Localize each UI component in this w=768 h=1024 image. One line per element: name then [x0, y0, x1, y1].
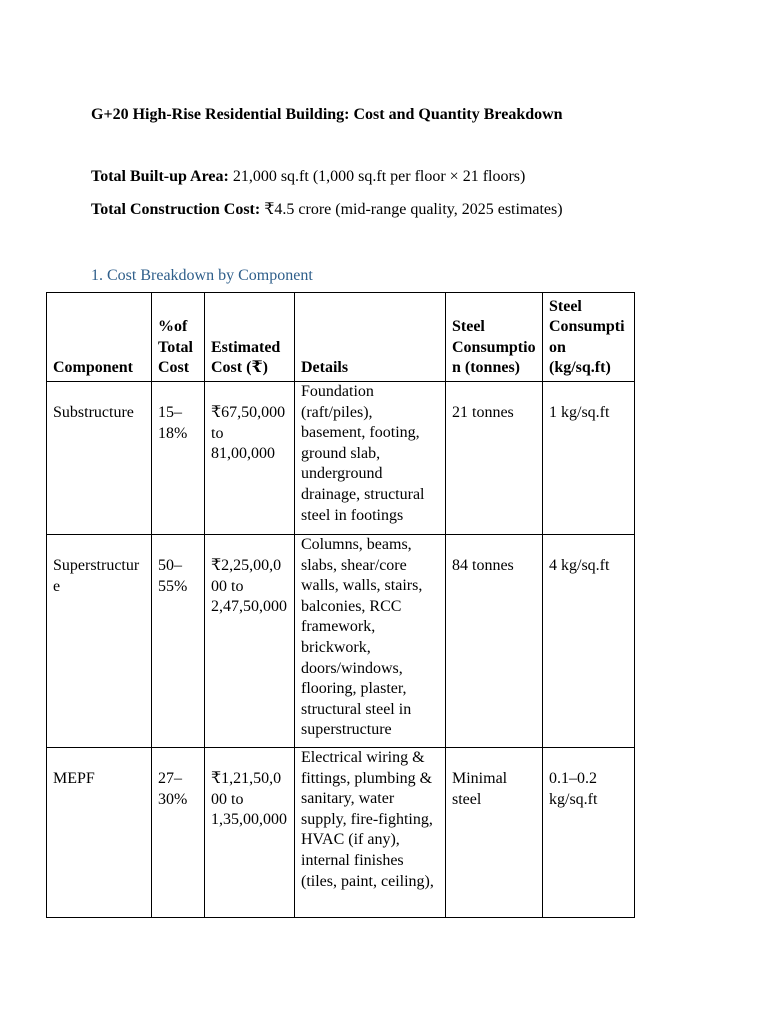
estimated-cost-text: ₹67,50,000 to 81,00,000: [211, 404, 286, 463]
table-row: [47, 535, 635, 748]
header-details: Details: [295, 293, 446, 382]
construction-cost-label: Total Construction Cost:: [91, 201, 261, 218]
cell-estimated-cost: [205, 748, 295, 918]
header-steel-kg-sqft: Steel Consumption (kg/sq.ft): [543, 293, 635, 382]
cell-estimated-cost: [205, 382, 295, 535]
builtup-area-label: Total Built-up Area:: [91, 168, 229, 185]
cell-steel-kg-sqft: [543, 748, 635, 918]
cell-percent: [152, 748, 205, 918]
cell-steel-tonnes: [446, 535, 543, 748]
header-estimated-cost: Estimated Cost (₹): [205, 293, 295, 382]
cost-breakdown-table: [46, 292, 635, 918]
component-text: MEPF: [53, 770, 95, 787]
steel-kg-sqft-text: 1 kg/sq.ft: [549, 404, 610, 421]
construction-cost-value: ₹4.5 crore (mid-range quality, 2025 estimates): [264, 201, 563, 218]
details-text: Columns, beams, slabs, shear/core walls, walls, stairs, balconies, RCC framework, brickwork, doors/windows, flooring, plaster, structural steel in superstructure: [301, 536, 423, 739]
steel-tonnes-text: 21 tonnes: [452, 404, 514, 421]
cell-steel-kg-sqft: [543, 535, 635, 748]
table-row: [47, 382, 635, 535]
builtup-area-value: 21,000 sq.ft (1,000 sq.ft per floor × 21 floors): [232, 168, 526, 185]
cell-details: [295, 748, 446, 918]
cell-component: [47, 382, 152, 535]
component-text: Substructure: [53, 404, 134, 421]
percent-text: 27–30%: [158, 770, 188, 808]
cell-estimated-cost: [205, 535, 295, 748]
cell-steel-tonnes: [446, 748, 543, 918]
details-text: Electrical wiring & fittings, plumbing & sanitary, water supply, fire-fighting, HVAC (if any), internal finishes (tiles, paint, ceiling),: [301, 749, 434, 890]
cell-details: [295, 535, 446, 748]
estimated-cost-text: ₹2,25,00,000 to 2,47,50,000: [211, 557, 287, 616]
section-heading: 1. Cost Breakdown by Component: [91, 267, 313, 284]
percent-text: 50–55%: [158, 557, 188, 595]
header-component: Component: [47, 293, 152, 382]
header-steel-tonnes: Steel Consumption (tonnes): [446, 293, 543, 382]
cell-component: [47, 748, 152, 918]
cell-percent: [152, 535, 205, 748]
steel-tonnes-text: Minimal steel: [452, 770, 508, 808]
steel-kg-sqft-text: 4 kg/sq.ft: [549, 557, 610, 574]
header-percent: %of Total Cost: [152, 293, 205, 382]
cell-component: [47, 535, 152, 748]
percent-text: 15–18%: [158, 404, 188, 442]
steel-tonnes-text: 84 tonnes: [452, 557, 514, 574]
cell-percent: [152, 382, 205, 535]
details-text: Foundation (raft/piles), basement, footing, ground slab, underground drainage, structural steel in footings: [301, 383, 425, 524]
document-title: G+20 High-Rise Residential Building: Cost and Quantity Breakdown: [91, 106, 563, 123]
steel-kg-sqft-text: 0.1–0.2 kg/sq.ft: [549, 770, 598, 808]
cell-steel-kg-sqft: [543, 382, 635, 535]
cell-details: [295, 382, 446, 535]
cell-steel-tonnes: [446, 382, 543, 535]
construction-cost-line: [91, 199, 563, 221]
estimated-cost-text: ₹1,21,50,000 to 1,35,00,000: [211, 770, 287, 829]
table-header-row: [47, 293, 635, 382]
table-row: [47, 748, 635, 918]
builtup-area-line: [91, 166, 525, 188]
component-text: Superstructure: [53, 557, 140, 595]
